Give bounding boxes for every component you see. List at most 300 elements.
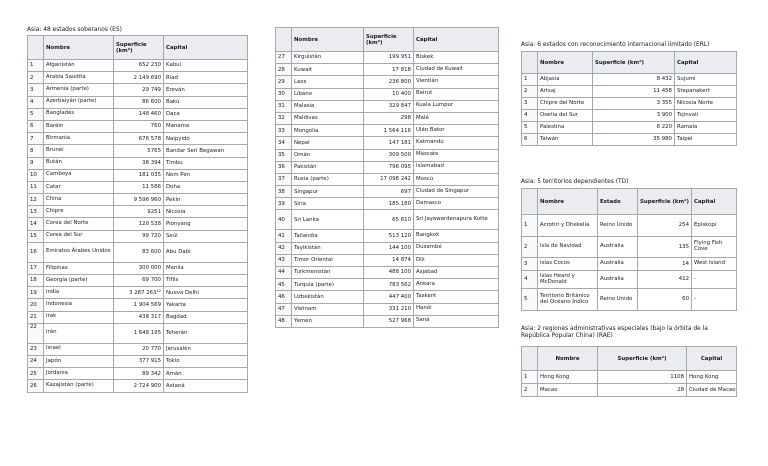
area-cell-text: 5765 bbox=[147, 147, 161, 154]
name-cell bbox=[538, 371, 598, 384]
name-cell bbox=[44, 380, 114, 392]
name-cell bbox=[292, 100, 364, 112]
header-area: Superficie (km²) bbox=[364, 28, 414, 52]
header-capital: Capital bbox=[164, 36, 248, 60]
area-cell bbox=[114, 72, 164, 84]
capital-cell bbox=[414, 112, 499, 124]
area-cell-text: 412 bbox=[678, 276, 689, 283]
row-index-text: 9 bbox=[30, 159, 34, 166]
area-cell bbox=[364, 149, 414, 161]
area-cell bbox=[364, 88, 414, 100]
area-cell-text: 60 bbox=[682, 296, 689, 303]
name-cell-text: Indonesia bbox=[46, 301, 73, 308]
area-cell bbox=[114, 368, 164, 380]
area-cell bbox=[114, 218, 164, 230]
table-header-row bbox=[522, 347, 737, 371]
area-cell bbox=[364, 100, 414, 112]
row-index bbox=[28, 262, 44, 274]
name-cell-text: Turquía (parte) bbox=[294, 281, 334, 288]
name-cell-text: Mongolia bbox=[294, 127, 319, 134]
name-cell-text: Yemen bbox=[294, 318, 312, 325]
row-index-text: 39 bbox=[278, 200, 285, 207]
capital-cell bbox=[692, 215, 737, 237]
area-cell-text: 147 181 bbox=[388, 139, 411, 146]
capital-cell bbox=[414, 254, 499, 266]
name-cell-text: Maldivas bbox=[294, 115, 318, 122]
name-cell bbox=[292, 52, 364, 64]
capital-cell bbox=[414, 173, 499, 185]
capital-cell-text: Jerusalén bbox=[166, 346, 191, 353]
name-cell-text: Armenia (parte) bbox=[46, 86, 89, 93]
row-index-text: 6 bbox=[524, 136, 528, 143]
area-cell-text: 1 904 569 bbox=[133, 301, 161, 308]
area-cell bbox=[114, 84, 164, 96]
area-cell bbox=[364, 279, 414, 291]
capital-cell bbox=[164, 206, 248, 218]
row-index-text: 33 bbox=[278, 127, 285, 134]
table-row bbox=[276, 303, 499, 315]
table-row bbox=[522, 384, 737, 397]
name-cell-text: Baréin bbox=[46, 122, 64, 129]
row-index bbox=[28, 242, 44, 262]
area-cell-text: 14 874 bbox=[392, 257, 411, 264]
area-cell bbox=[114, 181, 164, 193]
area-cell bbox=[114, 169, 164, 181]
row-index-text: 20 bbox=[30, 301, 37, 308]
capital-cell bbox=[675, 74, 737, 86]
table-row bbox=[28, 120, 248, 132]
row-index-text: 18 bbox=[30, 277, 37, 284]
area-cell-text: 438 317 bbox=[138, 314, 161, 321]
name-cell-text: Catar bbox=[46, 183, 61, 190]
table-row bbox=[28, 206, 248, 218]
table-row bbox=[522, 258, 737, 271]
capital-cell-text: Bandar Seri Begawan bbox=[166, 147, 225, 154]
area-cell bbox=[364, 125, 414, 137]
row-index bbox=[276, 149, 292, 161]
area-cell bbox=[593, 122, 675, 134]
capital-cell-text: Flying Fish Cove bbox=[694, 240, 723, 252]
table-row bbox=[28, 218, 248, 230]
row-index-text: 46 bbox=[278, 293, 285, 300]
area-cell-text: 3 355 bbox=[656, 100, 672, 107]
row-index bbox=[28, 157, 44, 169]
name-cell bbox=[292, 242, 364, 254]
area-cell-text: 254 bbox=[678, 222, 689, 229]
row-index bbox=[28, 355, 44, 367]
capital-cell bbox=[164, 242, 248, 262]
capital-cell-text: Manama bbox=[166, 123, 190, 130]
capital-cell-text: Nueva Delhi bbox=[166, 289, 199, 296]
row-index-text: 27 bbox=[278, 54, 285, 61]
row-index bbox=[276, 198, 292, 210]
area-cell-text: 17 098 242 bbox=[380, 176, 411, 183]
table-row bbox=[276, 76, 499, 88]
area-cell bbox=[364, 242, 414, 254]
area-cell-text: 135 bbox=[678, 243, 689, 250]
capital-cell-text: Sri Jayawardenapura Kotte bbox=[416, 216, 488, 223]
name-cell-text: Abjasia bbox=[540, 76, 560, 83]
state-cell bbox=[598, 258, 638, 271]
name-cell bbox=[44, 262, 114, 274]
name-cell bbox=[538, 215, 598, 237]
capital-cell-text: Damasco bbox=[416, 199, 442, 206]
table-row bbox=[276, 254, 499, 266]
name-cell bbox=[538, 86, 593, 98]
area-cell-text: 99 720 bbox=[142, 233, 161, 240]
name-cell bbox=[44, 311, 114, 323]
table-row bbox=[276, 52, 499, 64]
area-cell bbox=[593, 110, 675, 122]
capital-cell bbox=[164, 145, 248, 157]
name-cell bbox=[292, 173, 364, 185]
name-cell-text: Arabia Saudita bbox=[46, 73, 86, 80]
capital-cell-text: Tsjinvali bbox=[677, 112, 699, 119]
area-cell-text: 9251 bbox=[147, 208, 161, 215]
state-cell bbox=[598, 237, 638, 258]
capital-cell bbox=[675, 122, 737, 134]
row-index-text: 23 bbox=[30, 346, 37, 353]
name-cell-text: Timor Oriental bbox=[294, 257, 333, 264]
area-cell-text: 796 095 bbox=[388, 164, 411, 171]
row-index-text: 19 bbox=[30, 289, 37, 296]
capital-cell-text: Hanói bbox=[416, 305, 432, 312]
name-cell-text: Chipre bbox=[46, 207, 64, 214]
name-cell bbox=[292, 315, 364, 327]
capital-cell-text: Dusambé bbox=[416, 244, 442, 251]
header-name: Nombre bbox=[44, 36, 114, 60]
area-cell-text: 35 980 bbox=[653, 136, 672, 143]
name-cell bbox=[44, 157, 114, 169]
name-cell-text: Bangladés bbox=[46, 110, 75, 117]
row-index bbox=[276, 161, 292, 173]
capital-cell bbox=[164, 194, 248, 206]
name-cell bbox=[292, 303, 364, 315]
table-special-regions-caption: Asia: 2 regiones administrativas especiales (bajo la órbita de la República Popular China) (RAE) bbox=[521, 326, 708, 339]
area-cell-text: 65 610 bbox=[392, 216, 411, 223]
capital-cell bbox=[164, 96, 248, 108]
area-cell-text: 2 149 690 bbox=[133, 74, 161, 81]
name-cell bbox=[44, 287, 114, 299]
state-cell-text: Reino Unido bbox=[600, 295, 633, 302]
capital-cell-text: Nicosia Norte bbox=[677, 100, 714, 107]
table-row bbox=[28, 323, 248, 343]
row-index-text: 5 bbox=[30, 111, 34, 118]
area-cell-text: 6 220 bbox=[656, 124, 672, 131]
capital-cell bbox=[414, 303, 499, 315]
row-index bbox=[28, 380, 44, 392]
name-cell-text: Jordania bbox=[46, 369, 68, 376]
table-row bbox=[522, 237, 737, 258]
header-index bbox=[276, 28, 292, 52]
header-capital: Capital bbox=[675, 52, 737, 74]
table-row bbox=[276, 291, 499, 303]
header-area: Superficie (km²) bbox=[638, 189, 692, 215]
capital-cell bbox=[414, 149, 499, 161]
row-index bbox=[28, 60, 44, 72]
row-index bbox=[276, 267, 292, 279]
name-cell-text: Siria bbox=[294, 200, 306, 207]
name-cell-text: Georgia (parte) bbox=[46, 276, 88, 283]
name-cell bbox=[44, 72, 114, 84]
name-cell-text: Laos bbox=[294, 78, 307, 85]
name-cell bbox=[44, 343, 114, 355]
row-index bbox=[522, 74, 538, 86]
capital-cell bbox=[675, 134, 737, 146]
name-cell bbox=[538, 110, 593, 122]
table-limited-recognition-states bbox=[521, 51, 737, 146]
table-limited-recognition-caption: Asia: 6 estados con reconocimiento internacional limitado (ERL) bbox=[521, 42, 710, 48]
area-cell bbox=[114, 299, 164, 311]
row-index-text: 1 bbox=[524, 373, 528, 380]
name-cell-text: Birmania bbox=[46, 134, 71, 141]
capital-cell bbox=[692, 271, 737, 289]
capital-cell-text: Islamabad bbox=[416, 163, 444, 170]
name-cell bbox=[44, 84, 114, 96]
name-cell bbox=[292, 88, 364, 100]
area-cell-text: 527 968 bbox=[388, 318, 411, 325]
name-cell-text: Taiwán bbox=[540, 136, 559, 143]
header-index bbox=[522, 189, 538, 215]
row-index bbox=[522, 215, 538, 237]
capital-cell bbox=[164, 380, 248, 392]
capital-cell bbox=[414, 137, 499, 149]
table-row bbox=[276, 186, 499, 198]
capital-cell bbox=[692, 258, 737, 271]
name-cell bbox=[292, 279, 364, 291]
row-index bbox=[522, 289, 538, 311]
capital-cell-text: Taipéi bbox=[677, 136, 693, 143]
row-index bbox=[28, 108, 44, 120]
name-cell-text: Turkmenistán bbox=[294, 269, 331, 276]
row-index bbox=[28, 120, 44, 132]
row-index bbox=[522, 384, 538, 397]
area-cell-text: 377 915 bbox=[138, 358, 161, 365]
capital-cell-text: - bbox=[694, 295, 696, 302]
name-cell-text: Chipre del Norte bbox=[540, 100, 585, 107]
row-index-text: 4 bbox=[524, 276, 528, 283]
capital-cell bbox=[414, 291, 499, 303]
capital-cell-text: Katmandú bbox=[416, 139, 444, 145]
table-row bbox=[28, 194, 248, 206]
row-index bbox=[276, 173, 292, 185]
capital-cell-text: Asjabad bbox=[416, 268, 438, 275]
table-row bbox=[28, 262, 248, 274]
area-cell-text: 144 100 bbox=[388, 245, 411, 252]
name-cell-text: Osetia del Sur bbox=[540, 112, 579, 119]
name-cell bbox=[292, 137, 364, 149]
table-row bbox=[28, 275, 248, 287]
capital-cell-text: Teherán bbox=[166, 330, 188, 337]
row-index-text: 32 bbox=[278, 115, 285, 122]
table-row bbox=[276, 198, 499, 210]
name-cell-text: Tailandia bbox=[294, 232, 318, 239]
table-row bbox=[28, 145, 248, 157]
capital-cell bbox=[414, 52, 499, 64]
row-index-text: 34 bbox=[278, 139, 285, 146]
header-index bbox=[28, 36, 44, 60]
table-header-row bbox=[522, 52, 737, 74]
area-cell-text: 83 600 bbox=[142, 249, 161, 256]
table-row bbox=[276, 64, 499, 76]
table-row bbox=[28, 157, 248, 169]
area-cell-text: 697 bbox=[400, 188, 411, 195]
table-row bbox=[28, 380, 248, 392]
name-cell-text: Kirguistán bbox=[294, 54, 322, 61]
capital-cell bbox=[164, 368, 248, 380]
name-cell bbox=[292, 112, 364, 124]
name-cell-text: Bután bbox=[46, 159, 62, 166]
name-cell bbox=[538, 237, 598, 258]
area-cell-text: 309 500 bbox=[388, 151, 411, 158]
row-index-text: 35 bbox=[278, 151, 285, 158]
row-index bbox=[276, 125, 292, 137]
capital-cell-text: Episkopi bbox=[694, 221, 717, 228]
capital-cell-text: Biskek bbox=[416, 53, 434, 60]
row-index-text: 3 bbox=[524, 100, 528, 107]
area-cell bbox=[114, 120, 164, 132]
capital-cell-text: Bangkok bbox=[416, 232, 440, 239]
capital-cell-text: Bagdad bbox=[166, 314, 187, 321]
row-index-text: 3 bbox=[30, 86, 34, 93]
name-cell-text: Malasia bbox=[294, 103, 315, 110]
area-cell bbox=[114, 157, 164, 169]
area-cell-text: 89 342 bbox=[142, 370, 161, 377]
area-cell-text: 185 180 bbox=[388, 200, 411, 207]
name-cell-text: Islas Heard y McDonald bbox=[540, 272, 575, 285]
area-cell bbox=[114, 275, 164, 287]
table-row bbox=[522, 98, 737, 110]
capital-cell bbox=[414, 230, 499, 242]
row-index bbox=[28, 169, 44, 181]
name-cell-text: Rusia (parte) bbox=[294, 176, 329, 183]
row-index bbox=[276, 210, 292, 230]
header-capital: Capital bbox=[687, 347, 737, 371]
table-row bbox=[522, 215, 737, 237]
table-row bbox=[276, 230, 499, 242]
row-index-text: 30 bbox=[278, 91, 285, 98]
area-cell bbox=[364, 303, 414, 315]
name-cell bbox=[538, 289, 598, 311]
row-index-text: 14 bbox=[30, 220, 37, 227]
name-cell-text: Singapur bbox=[294, 188, 319, 195]
name-cell-text: Artsaj bbox=[540, 88, 556, 95]
name-cell-text: Kazajistán (parte) bbox=[46, 382, 94, 388]
table-row bbox=[28, 311, 248, 323]
row-index bbox=[28, 145, 44, 157]
area-cell bbox=[114, 380, 164, 392]
capital-cell bbox=[414, 100, 499, 112]
area-cell bbox=[598, 371, 687, 384]
row-index-text: 41 bbox=[278, 232, 285, 239]
name-cell bbox=[292, 186, 364, 198]
capital-cell-text: Ramala bbox=[677, 124, 698, 131]
table-row bbox=[276, 149, 499, 161]
name-cell-text: Vietnam bbox=[294, 306, 317, 313]
row-index-text: 8 bbox=[30, 147, 34, 154]
row-index-text: 2 bbox=[524, 386, 528, 393]
area-cell-text: 298 bbox=[400, 115, 411, 122]
row-index-text: 1 bbox=[524, 76, 528, 83]
table-row bbox=[28, 84, 248, 96]
row-index-text: 38 bbox=[278, 188, 285, 195]
table-row bbox=[522, 134, 737, 146]
name-cell-text: Corea del Sur bbox=[46, 232, 83, 239]
row-index-text: 10 bbox=[30, 172, 37, 179]
capital-cell-text: Timbu bbox=[166, 159, 183, 166]
capital-cell bbox=[164, 120, 248, 132]
capital-cell-text: Ciudad de Singapur bbox=[416, 187, 470, 194]
table-row bbox=[522, 371, 737, 384]
area-cell bbox=[364, 267, 414, 279]
capital-cell-text: Malé bbox=[416, 114, 429, 121]
row-index-text: 2 bbox=[524, 243, 528, 250]
name-cell-text: Irán bbox=[46, 329, 57, 336]
name-cell-text: Pakistán bbox=[294, 164, 317, 171]
area-cell-text: 1 564 116 bbox=[383, 127, 411, 134]
row-index bbox=[28, 181, 44, 193]
name-cell bbox=[538, 384, 598, 397]
capital-cell bbox=[164, 287, 248, 299]
area-cell bbox=[114, 194, 164, 206]
name-cell bbox=[44, 120, 114, 132]
name-cell-text: Azerbaiyán (parte) bbox=[46, 98, 97, 105]
header-index bbox=[522, 347, 538, 371]
name-cell bbox=[44, 299, 114, 311]
table-row bbox=[276, 315, 499, 327]
name-cell-text: Tayikistán bbox=[294, 245, 321, 252]
capital-cell bbox=[687, 384, 737, 397]
name-cell-text: Camboya bbox=[46, 171, 72, 178]
area-cell bbox=[638, 258, 692, 271]
table-row bbox=[276, 267, 499, 279]
capital-cell bbox=[675, 110, 737, 122]
capital-cell bbox=[164, 311, 248, 323]
name-cell-text: Territorio Británico del Océano Índico bbox=[540, 292, 590, 305]
area-cell-text: 3 900 bbox=[656, 112, 672, 119]
row-index bbox=[276, 303, 292, 315]
row-index bbox=[276, 315, 292, 327]
capital-cell bbox=[414, 186, 499, 198]
capital-cell-text: Moscú bbox=[416, 175, 434, 182]
row-index bbox=[522, 86, 538, 98]
area-cell-text: 3 287 263 bbox=[129, 289, 157, 296]
area-cell-text: 1108 bbox=[670, 373, 684, 380]
area-cell bbox=[364, 198, 414, 210]
name-cell-text: Isla de Navidad bbox=[540, 243, 582, 250]
capital-cell bbox=[164, 262, 248, 274]
area-cell bbox=[593, 98, 675, 110]
area-cell-text: 86 600 bbox=[142, 99, 161, 106]
header-name: Nombre bbox=[538, 189, 598, 215]
area-cell bbox=[364, 137, 414, 149]
name-cell bbox=[292, 291, 364, 303]
name-cell bbox=[292, 210, 364, 230]
area-cell bbox=[593, 74, 675, 86]
row-index-text: 44 bbox=[278, 269, 285, 276]
area-cell bbox=[114, 145, 164, 157]
area-cell-text: 148 460 bbox=[138, 111, 161, 118]
capital-cell bbox=[414, 267, 499, 279]
area-cell bbox=[114, 323, 164, 343]
capital-cell bbox=[164, 133, 248, 145]
name-cell-text: Macao bbox=[540, 386, 558, 393]
area-cell bbox=[114, 108, 164, 120]
capital-cell bbox=[414, 210, 499, 230]
area-cell-text: 20 770 bbox=[142, 346, 161, 353]
table-row bbox=[276, 173, 499, 185]
area-cell bbox=[638, 237, 692, 258]
